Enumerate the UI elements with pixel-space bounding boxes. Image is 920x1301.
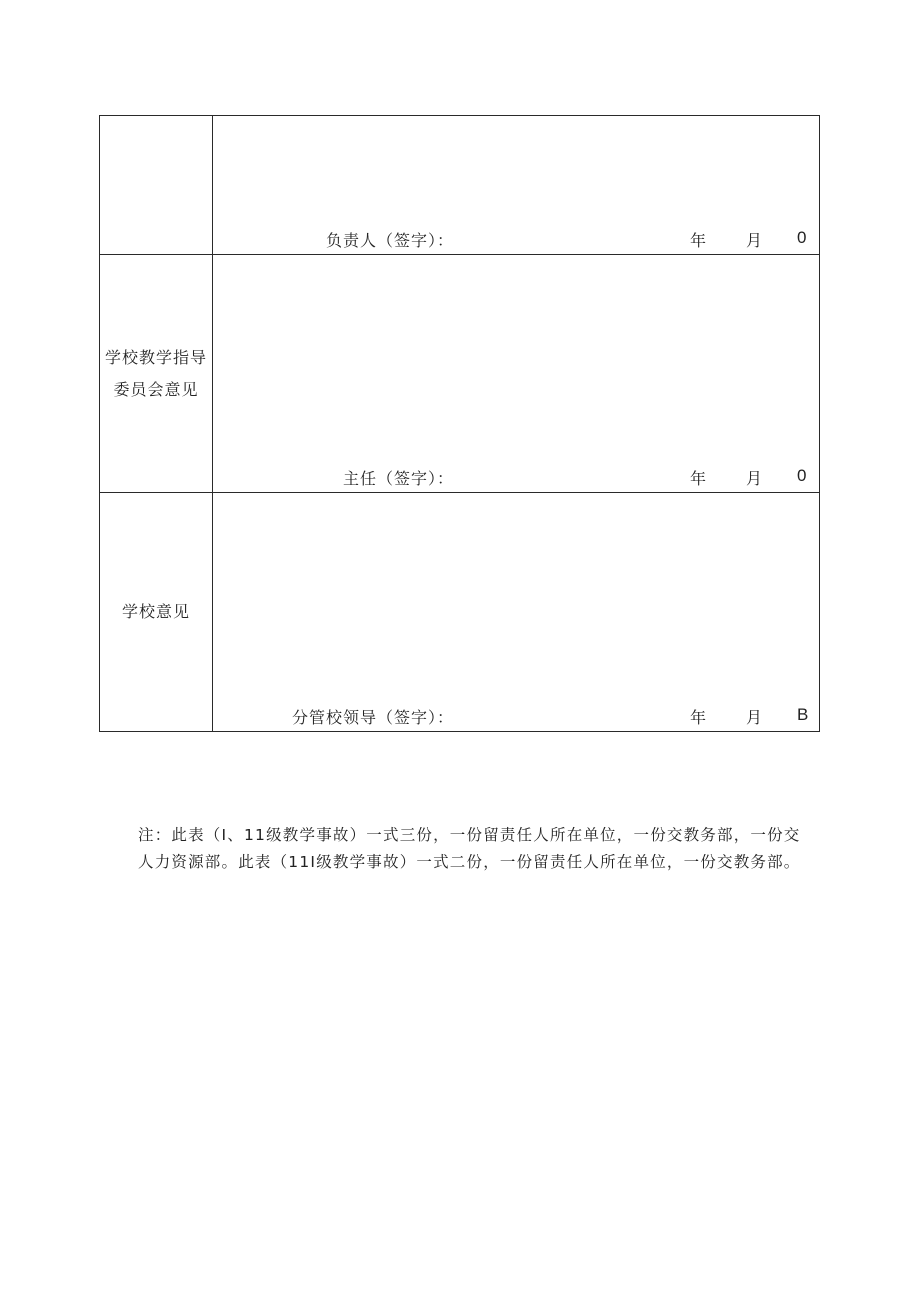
signature-line — [213, 705, 819, 729]
row-label-line: 学校意见 — [121, 602, 190, 621]
opinion-cell — [213, 255, 820, 493]
opinion-cell — [213, 493, 820, 732]
signature-line — [213, 228, 819, 252]
day-label: 0 — [797, 466, 808, 485]
row-label-line: 学校教学指导 — [104, 347, 207, 367]
month-label: 月 — [746, 708, 764, 727]
row-label-line: 委员会意见 — [113, 379, 199, 399]
approval-form-table — [99, 115, 820, 732]
day-label: 0 — [797, 228, 808, 247]
day-label: B — [797, 705, 810, 724]
table-row — [100, 493, 820, 732]
year-label: 年 — [690, 708, 708, 727]
row-label-committee — [100, 255, 213, 493]
footnote: 注：此表（I、11级教学事故）一式三份，一份留责任人所在单位，一份交教务部，一份交人力资源部。此表（11I级教学事故）一式二份，一份留责任人所在单位，一份交教务部。 — [138, 825, 801, 871]
year-label: 年 — [690, 469, 708, 488]
signature-line — [213, 466, 819, 490]
row-label-school — [100, 493, 213, 732]
table-row — [100, 116, 820, 255]
year-label: 年 — [690, 231, 708, 250]
signature-label: 分管校领导（签字）： — [291, 708, 454, 727]
month-label: 月 — [746, 231, 764, 250]
row-label-empty — [100, 116, 213, 255]
opinion-cell — [213, 116, 820, 255]
signature-label: 负责人（签字）： — [325, 231, 454, 250]
month-label: 月 — [746, 469, 764, 488]
table-row — [100, 255, 820, 493]
signature-label: 主任（签字）： — [342, 469, 454, 488]
